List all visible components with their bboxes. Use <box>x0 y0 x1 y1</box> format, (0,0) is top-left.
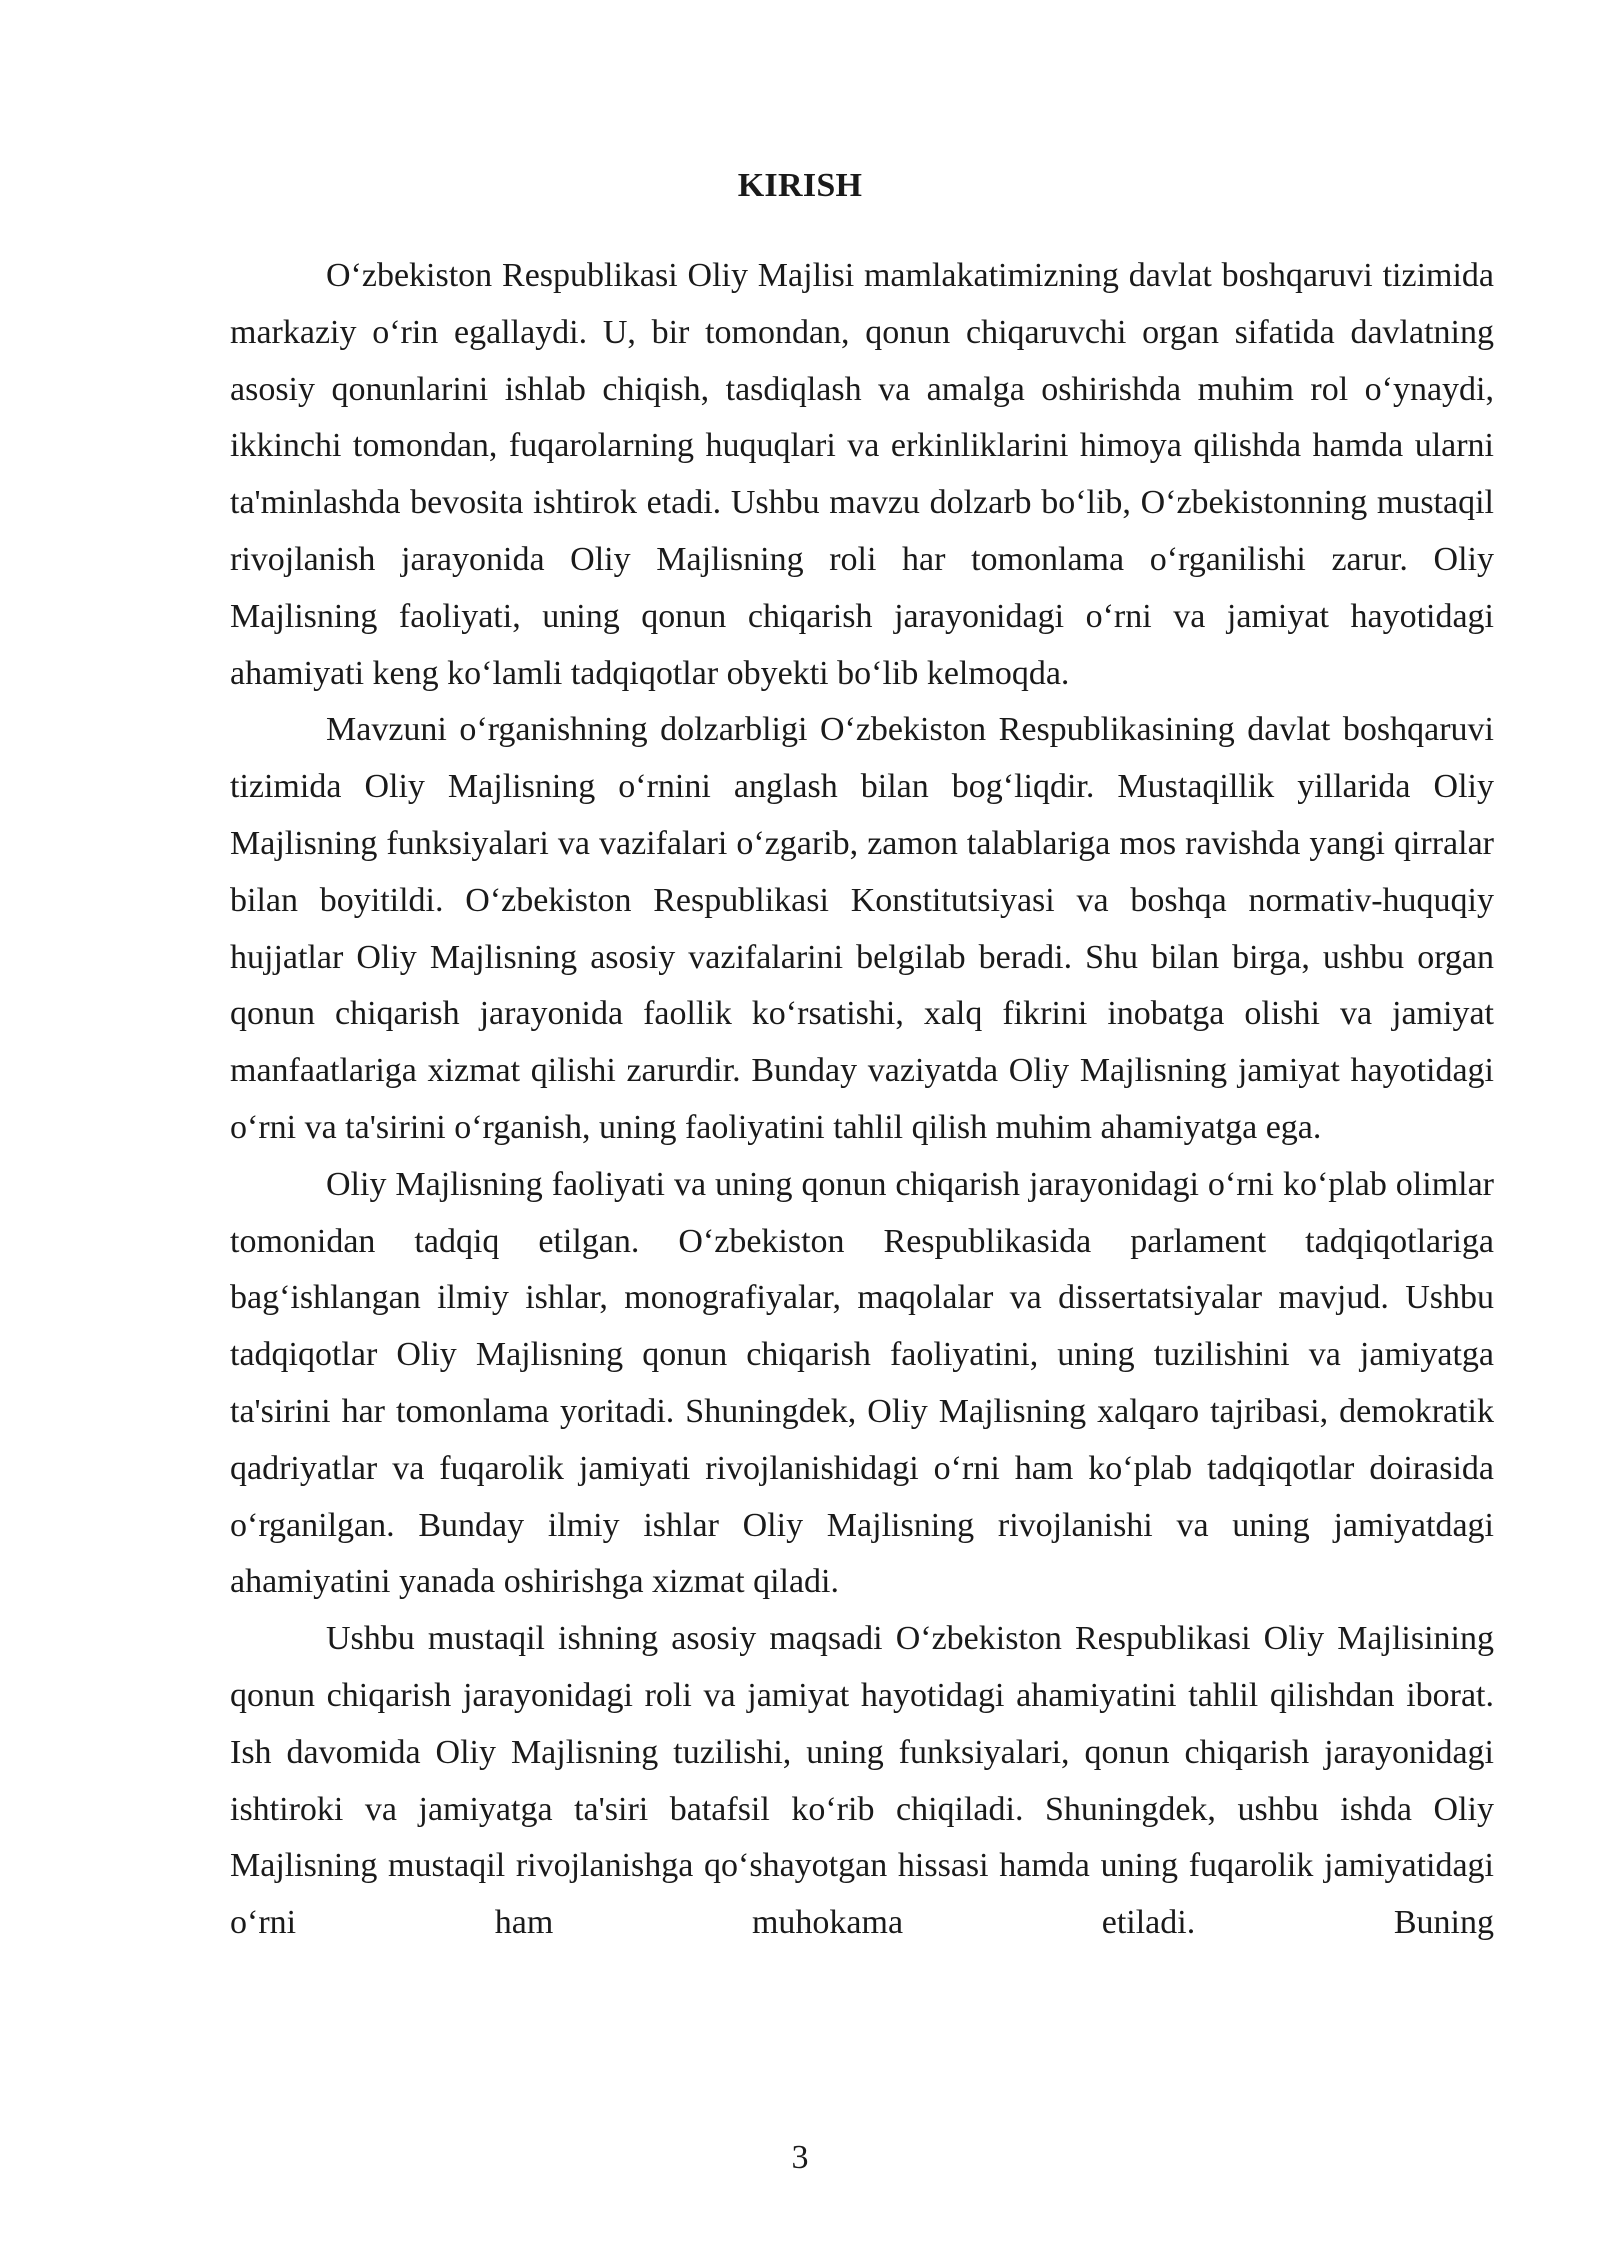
section-heading: KIRISH <box>737 167 863 204</box>
paragraph-1: O‘zbekiston Respublikasi Oliy Majlisi mamlakatimizning davlat boshqaruvi tizimida markaziy o‘rin egallaydi. U, bir tomondan, qonun chiqaruvchi organ sifatida davlatning asosiy qonunlarini ishlab chiqish, tasdiqlash va amalga oshirishda muhim rol o‘ynaydi, ikkinchi tomondan, fuqarolarning huquqlari va erkinliklarini himoya qilishda hamda ularni ta'minlashda bevosita ishtirok etadi. Ushbu mavzu dolzarb bo‘lib, O‘zbekistonning mustaqil rivojlanish jarayonida Oliy Majlisning roli har tomonlama o‘rganilishi zarur. Oliy Majlisning faoliyati, uning qonun chiqarish jarayonidagi o‘rni va jamiyat hayotidagi ahamiyati keng ko‘lamli tadqiqotlar obyekti bo‘lib kelmoqda. <box>230 257 1494 692</box>
paragraph-2: Mavzuni o‘rganishning dolzarbligi O‘zbekiston Respublikasining davlat boshqaruvi tizimida Oliy Majlisning o‘rnini anglash bilan bog‘liqdir. Mustaqillik yillarida Oliy Majlisning funksiyalari va vazifalari o‘zgarib, zamon talablariga mos ravishda yangi qirralar bilan boyitildi. O‘zbekiston Respublikasi Konstitutsiyasi va boshqa normativ-huquqiy hujjatlar Oliy Majlisning asosiy vazifalarini belgilab beradi. Shu bilan birga, ushbu organ qonun chiqarish jarayonida faollik ko‘rsatishi, xalq fikrini inobatga olishi va jamiyat manfaatlariga xizmat qilishi zarurdir. Bunday vaziyatda Oliy Majlisning jamiyat hayotidagi o‘rni va ta'sirini o‘rganish, uning faoliyatini tahlil qilish muhim ahamiyatga ega. <box>230 711 1494 1146</box>
page-number: 3 <box>791 2139 809 2176</box>
body-text <box>230 248 1494 1952</box>
paragraph-3: Oliy Majlisning faoliyati va uning qonun chiqarish jarayonidagi o‘rni ko‘plab olimlar tomonidan tadqiq etilgan. O‘zbekiston Respublikasida parlament tadqiqotlariga bag‘ishlangan ilmiy ishlar, monografiyalar, maqolalar va dissertatsiyalar mavjud. Ushbu tadqiqotlar Oliy Majlisning qonun chiqarish faoliyatini, uning tuzilishini va jamiyatga ta'sirini har tomonlama yoritadi. Shuningdek, Oliy Majlisning xalqaro tajribasi, demokratik qadriyatlar va fuqarolik jamiyati rivojlanishidagi o‘rni ham ko‘plab tadqiqotlar doirasida o‘rganilgan. Bunday ilmiy ishlar Oliy Majlisning rivojlanishi va uning jamiyatdagi ahamiyatini yanada oshirishga xizmat qiladi. <box>230 1165 1494 1601</box>
paragraph-4: Ushbu mustaqil ishning asosiy maqsadi O‘zbekiston Respublikasi Oliy Majlisining qonun chiqarish jarayonidagi roli va jamiyat hayotidagi ahamiyatini tahlil qilishdan iborat. Ish davomida Oliy Majlisning tuzilishi, uning funksiyalari, qonun chiqarish jarayonidagi ishtiroki va jamiyatga ta'siri batafsil ko‘rib chiqiladi. Shuningdek, ushbu ishda Oliy Majlisning mustaqil rivojlanishga qo‘shayotgan hissasi hamda uning fuqarolik jamiyatidagi o‘rni ham muhokama etiladi. Buning <box>230 1620 1494 1942</box>
